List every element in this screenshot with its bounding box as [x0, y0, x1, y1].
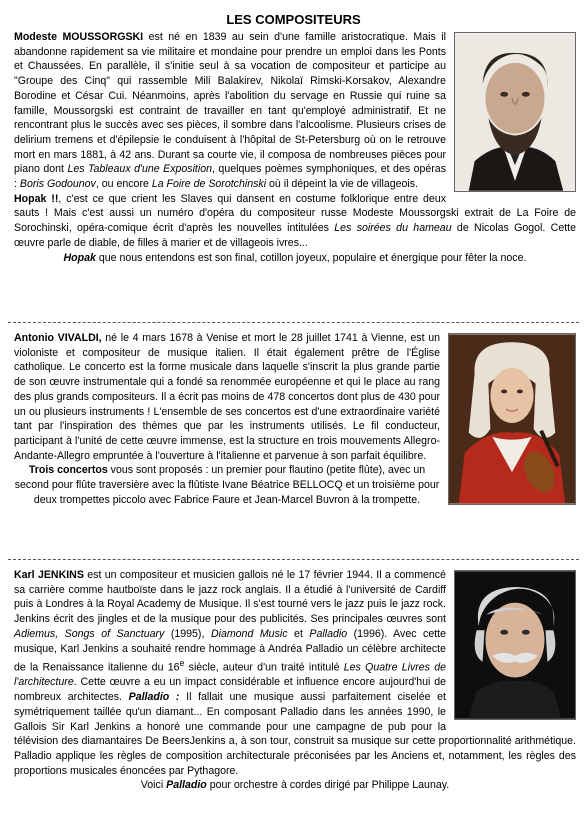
section-mussorgsky — [14, 30, 576, 265]
mussorgsky-bio: Modeste MOUSSORGSKI est né en 1839 au sein d'une famille aristocratique. Mais il abandonne rapidement sa vie militaire et mondaine pour prendre un emploi dans les Ponts et Chaussées. En parallèle, il s'initie seul à sa vocation de compositeur et participe au "Groupe des Cinq" qui rassemble Mili Balakirev, Nikolaï Rimski-Korsakov, Alexandre Borodine et César Cui. Néanmoins, après l'abolition du servage en Russie qui ruine sa famille, Moussorgski est contraint de travailler en tant qu'employé administratif. Et ne rencontrant plus le succès avec ses pièces, il sombre dans l'alcoolisme. Plusieurs crises de delirium tremens et d'épilepsie le conduisent à l'hôpital de St-Petersburg où on le retrouve mort en mars 1881, à 42 ans. Durant sa courte vie, il composa de nombreuses pièces pour piano dont Les Tableaux d'une Exposition, quelques poèmes symphoniques, et des opéras : Boris Godounov, ou encore La Foire de Sorotchinski où il dépeint la vie de villageois. — [14, 31, 446, 191]
composer-name-jenkins: Karl JENKINS — [14, 569, 84, 581]
hopak-paragraph: Hopak !!, c'est ce que crient les Slaves qui dansent en costume folklorique entre deux sauts ! Mais c'est aussi un numéro d'opéra du compositeur russe Modeste Moussorgski extrait de La Foire de Sorochinski, opéra-comique écrit d'après les nouvelles intitulées Les soirées du hameau de Nicolas Gogol. Cette œuvre parle de diable, de filles à marier et de villageois ivres... — [14, 192, 576, 249]
mussorgsky-portrait — [454, 32, 576, 192]
vivaldi-portrait — [448, 333, 576, 505]
jenkins-bio: Karl JENKINS est un compositeur et musicien gallois né le 17 février 1944. Il a commencé sa carrière comme hautboïste dans le jazz rock anglais. Il a étudié à l'université de Cardiff puis à Londres à la Royal Academy de Musique. Il s'est tourné vers le jazz puis le jazz rock. Jenkins écrit des jingles et de la musique pour des publicités. Ses principales œuvres sont Adiemus, Songs of Sanctuary (1995), Diamond Music et Palladio (1996). Avec cette musique, Karl Jenkins a souhaité rendre hommage à Andréa Palladio un célèbre architecte de la Renaissance italienne du 16e siècle, auteur d'un traité intitulé Les Quatre Livres de l'architecture. Cette œuvre a eu un impact considérable et influence encore aujourd'hui de nombreux architectes. Palladio : Il fallait une musique aussi parfaitement ciselée et symétriquement taillée qu'un diamant... En composant Palladio dans les années 1990, le Gallois Sir Karl Jenkins a honoré une commande pour une campagne de pub pour la télévision des diamantaires De BeersJenkins a, à son tour, construit sa musique sur cette proportionnalité arithmétique. Palladio applique les règles de composition architecturale préconisées par les Anciens et, notamment, les règles des proportions musicales énoncées par Pythagore. — [14, 569, 576, 777]
hopak-final: Hopak que nous entendons est son final, cotillon joyeux, populaire et énergique pour fêter la noce. — [63, 251, 527, 264]
vivaldi-bio: Antonio VIVALDI, né le 4 mars 1678 à Venise et mort le 28 juillet 1741 à Vienne, est un violoniste et compositeur de musique italien. Il était également prêtre de l'Église catholique. Le concerto est la forme musicale dans laquelle s'inscrit la plus grande partie de son œuvre instrumentale qui a fondé sa renommée européenne et qui le place au rang des plus grands compositeurs. Il a écrit pas moins de 478 concertos dont plus de 430 pour un ou plusieurs instruments ! L'ensemble de ses concertos est d'une extraordinaire variété tant par l'inspiration des thèmes que par les instruments utilisés. Le fil conducteur, participant à l'unité de cette œuvre immense, est la structure en trois mouvements Allegro-Andante-Allegro empruntée à l'ouverture à l'italienne et parvenue à son parfait équilibre. — [14, 332, 440, 462]
page-title: LES COMPOSITEURS — [226, 12, 361, 27]
composer-name-vivaldi: Antonio VIVALDI, — [14, 332, 102, 344]
jenkins-portrait — [454, 570, 576, 720]
section-jenkins — [14, 568, 576, 793]
vivaldi-concertos: Trois concertos vous sont proposés : un premier pour flautino (petite flûte), avec un second pour flûte traversière avec la flûtiste Ivane Béatrice BELLOCQ et un troisième pour deux trompettes piccolo avec Fabrice Faure et Jean-Marcel Buvron à la trompette. — [14, 464, 440, 506]
divider — [8, 322, 579, 323]
composer-name-mussorgsky: Modeste MOUSSORGSKI — [14, 31, 144, 43]
divider — [8, 559, 579, 560]
section-vivaldi — [14, 331, 576, 509]
jenkins-closing: Voici Palladio pour orchestre à cordes dirigé par Philippe Launay. — [140, 779, 450, 792]
